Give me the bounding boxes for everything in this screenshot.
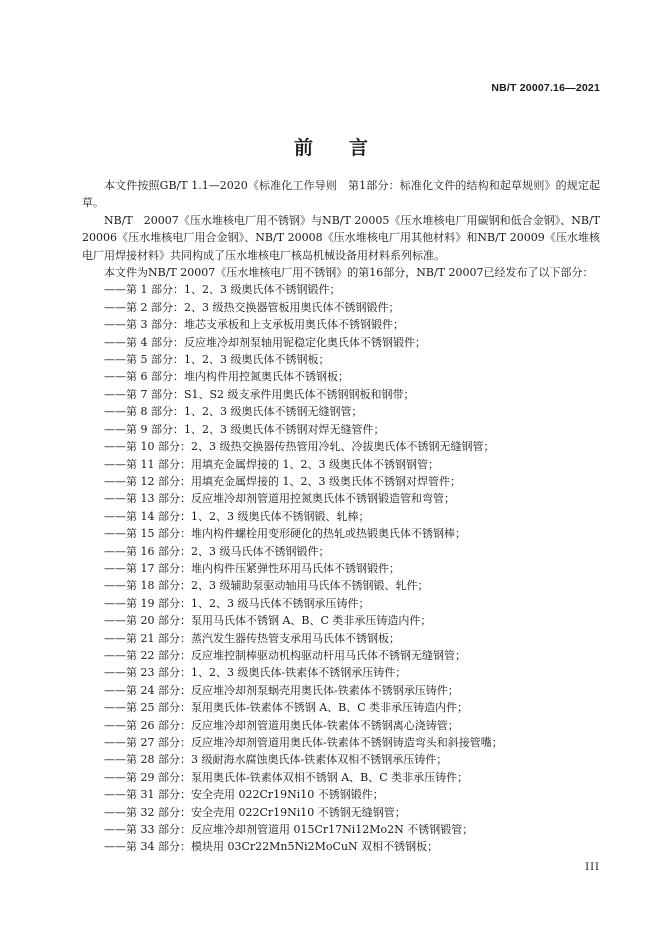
list-item: ——第 4 部分：反应堆冷却剂泵轴用铌稳定化奥氏体不锈钢锻件； <box>104 335 426 349</box>
list-item: ——第 28 部分：3 级耐海水腐蚀奥氏体-铁素体双相不锈钢承压铸件； <box>104 753 448 767</box>
standard-number: NB/T 20007.16—2021 <box>491 82 600 94</box>
paragraph-series-composition: NB/T 20007《压水堆核电厂用不锈钢》与NB/T 20005《压水堆核电厂用碳钢和低合金钢》、NB/T 20006《压水堆核电厂用合金钢》、NB/T 20008《压水堆核电厂用其他材料》和NB/T 20009《压水堆核电厂用焊接材料》共同构成了压水堆核电厂核岛机械设备用材料系列标准。 <box>82 213 600 262</box>
list-item: ——第 6 部分：堆内构件用控氮奥氏体不锈钢板； <box>104 370 349 384</box>
list-item: ——第 26 部分：反应堆冷却剂管道用奥氏体-铁素体不锈钢离心浇铸管； <box>104 718 459 732</box>
list-item: ——第 16 部分：2、3 级马氏体不锈钢锻件； <box>104 544 330 558</box>
list-item: ——第 10 部分：2、3 级热交换器传热管用冷轧、冷拔奥氏体不锈钢无缝钢管； <box>104 440 495 454</box>
list-item: ——第 27 部分：反应堆冷却剂管道用奥氏体-铁素体不锈钢铸造弯头和斜接管嘴； <box>104 736 503 749</box>
list-item: ——第 13 部分：反应堆冷却剂管道用控氮奥氏体不锈钢锻造管和弯管； <box>104 492 455 506</box>
list-item: ——第 29 部分：泵用奥氏体-铁素体双相不锈钢 A、B、C 类非承压铸件； <box>104 770 469 784</box>
page-number: III <box>585 862 600 873</box>
list-item: ——第 15 部分：堆内构件螺栓用变形硬化的热轧或热锻奥氏体不锈钢棒； <box>104 527 466 541</box>
paragraph-part-intro: 本文件为NB/T 20007《压水堆核电厂用不锈钢》的第16部分，NB/T 20007已经发布了以下部分： <box>104 266 594 280</box>
page-title-char-2: 言 <box>349 137 369 159</box>
foreword-body <box>82 177 600 856</box>
list-item: ——第 11 部分：用填充金属焊接的 1、2、3 级奥氏体不锈钢钢管； <box>104 457 439 471</box>
list-item: ——第 2 部分：2、3 级热交换器管板用奥氏体不锈钢锻件； <box>104 300 400 314</box>
list-item: ——第 1 部分：1、2、3 级奥氏体不锈钢锻件； <box>104 283 341 297</box>
list-item: ——第 9 部分：1、2、3 级奥氏体不锈钢对焊无缝管件； <box>104 422 385 436</box>
page-title-char-1: 前 <box>293 137 313 159</box>
list-item: ——第 20 部分：泵用马氏体不锈钢 A、B、C 类非承压铸造内件； <box>104 614 432 628</box>
list-item: ——第 14 部分：1、2、3 级奥氏体不锈钢锻、轧棒； <box>104 509 370 523</box>
page-title <box>0 133 662 160</box>
list-item: ——第 7 部分：S1、S2 级支承件用奥氏体不锈钢钢板和钢带； <box>104 387 415 401</box>
list-item: ——第 24 部分：反应堆冷却剂泵蜗壳用奥氏体-铁素体不锈钢承压铸件； <box>104 683 459 697</box>
list-item: ——第 5 部分：1、2、3 级奥氏体不锈钢板； <box>104 353 330 367</box>
list-item: ——第 31 部分：安全壳用 022Cr19Ni10 不锈钢锻件； <box>104 788 384 802</box>
list-item: ——第 22 部分：反应堆控制棒驱动机构驱动杆用马氏体不锈钢无缝钢管； <box>104 648 466 662</box>
list-item: ——第 34 部分：模块用 03Cr22Mn5Ni2MoCuN 双相不锈钢板； <box>104 840 439 854</box>
list-item: ——第 32 部分：安全壳用 022Cr19Ni10 不锈钢无缝钢管； <box>104 805 406 819</box>
list-item: ——第 33 部分：反应堆冷却剂管道用 015Cr17Ni12Mo2N 不锈钢锻管； <box>104 823 474 837</box>
list-item: ——第 23 部分：1、2、3 级奥氏体-铁素体不锈钢承压铸件； <box>104 666 407 680</box>
list-item: ——第 21 部分：蒸汽发生器传热管支承用马氏体不锈钢板； <box>104 631 400 645</box>
list-item: ——第 17 部分：堆内构件压紧弹性环用马氏体不锈钢锻件； <box>104 561 400 575</box>
parts-list <box>82 281 600 855</box>
list-item: ——第 3 部分：堆芯支承板和上支承板用奥氏体不锈钢锻件； <box>104 318 404 332</box>
list-item: ——第 8 部分：1、2、3 级奥氏体不锈钢无缝钢管； <box>104 405 363 419</box>
list-item: ——第 18 部分：2、3 级辅助泵驱动轴用马氏体不锈钢锻、轧件； <box>104 579 429 593</box>
paragraph-drafting-rules: 本文件按照GB/T 1.1—2020《标准化工作导则 第1部分：标准化文件的结构和起草规则》的规定起草。 <box>82 179 600 210</box>
list-item: ——第 12 部分：用填充金属焊接的 1、2、3 级奥氏体不锈钢对焊管件； <box>104 474 461 488</box>
list-item: ——第 25 部分：泵用奥氏体-铁素体不锈钢 A、B、C 类非承压铸造内件； <box>104 701 469 715</box>
list-item: ——第 19 部分：1、2、3 级马氏体不锈钢承压铸件； <box>104 596 370 610</box>
